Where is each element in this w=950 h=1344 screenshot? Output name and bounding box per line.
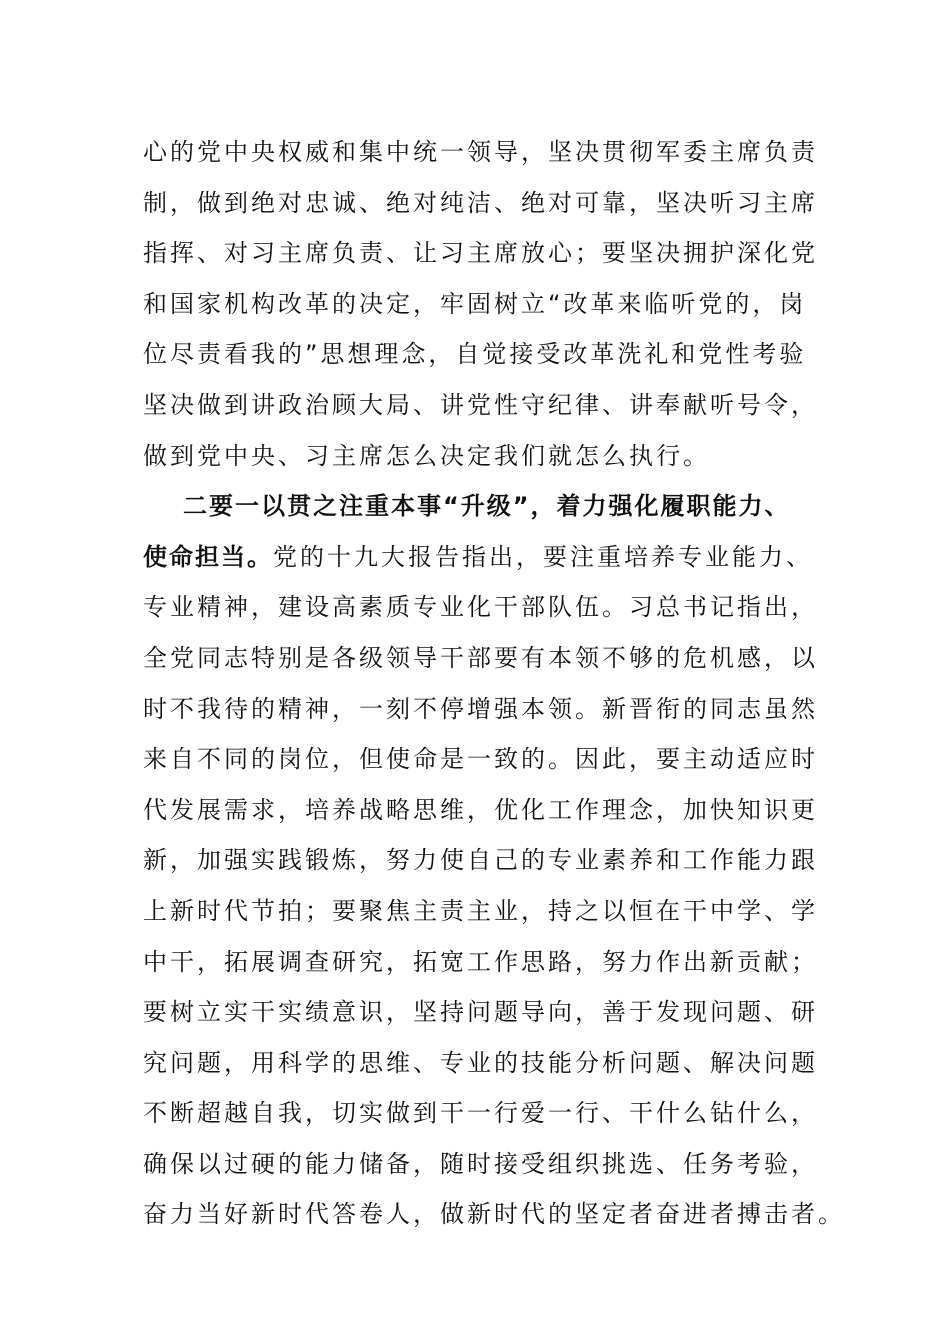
text-line: 要树立实干实绩意识，坚持问题导向，善于发现问题、研	[143, 998, 818, 1027]
text-line: 不断超越自我，切实做到干一行爱一行、干什么钻什么，	[143, 1099, 818, 1128]
text-line: 上新时代节拍；要聚焦主责主业，持之以恒在干中学、学	[143, 896, 818, 925]
text-line: 时不我待的精神，一刻不停增强本领。新晋衔的同志虽然	[143, 694, 818, 723]
text-line: 新，加强实践锻炼，努力使自己的专业素养和工作能力跟	[143, 846, 818, 875]
text-line: 专业精神，建设高素质专业化干部队伍。习总书记指出，	[143, 593, 818, 622]
text-line: 位尽责看我的”思想理念，自觉接受改革洗礼和党性考验	[143, 340, 807, 369]
text-line: 指挥、对习主席负责、让习主席放心；要坚决拥护深化党	[143, 239, 818, 268]
paragraph-start: 党的十九大报告指出，要注重培养专业能力、	[273, 542, 813, 571]
text-line: 全党同志特别是各级领导干部要有本领不够的危机感，以	[143, 643, 818, 672]
text-line: 和国家机构改革的决定，牢固树立“改革来临听党的，岗	[143, 289, 807, 318]
text-line: 奋力当好新时代答卷人，做新时代的坚定者奋进者搏击者。	[143, 1200, 845, 1229]
text-line: 确保以过硬的能力储备，随时接受组织挑选、任务考验，	[143, 1149, 818, 1178]
text-line	[143, 532, 823, 583]
text-line: 心的党中央权威和集中统一领导，坚决贯彻军委主席负责	[143, 138, 818, 166]
body-text	[143, 127, 845, 1240]
text-line: 制，做到绝对忠诚、绝对纯洁、绝对可靠，坚决听习主席	[143, 188, 818, 217]
text-line: 究问题，用科学的思维、专业的技能分析问题、解决问题	[143, 1048, 818, 1077]
text-line: 做到党中央、习主席怎么决定我们就怎么执行。	[143, 441, 710, 470]
text-line: 中干，拓展调查研究，拓宽工作思路，努力作出新贡献；	[143, 947, 818, 976]
section-heading-end: 使命担当。	[143, 542, 273, 571]
text-line: 来自不同的岗位，但使命是一致的。因此，要主动适应时	[143, 745, 818, 774]
section-heading: 二要一以贯之注重本事“升级”，着力强化履职能力、	[183, 492, 791, 521]
text-line: 代发展需求，培养战略思维，优化工作理念，加快知识更	[143, 795, 818, 824]
text-line: 坚决做到讲政治顾大局、讲党性守纪律、讲奉献听号令，	[143, 390, 818, 419]
